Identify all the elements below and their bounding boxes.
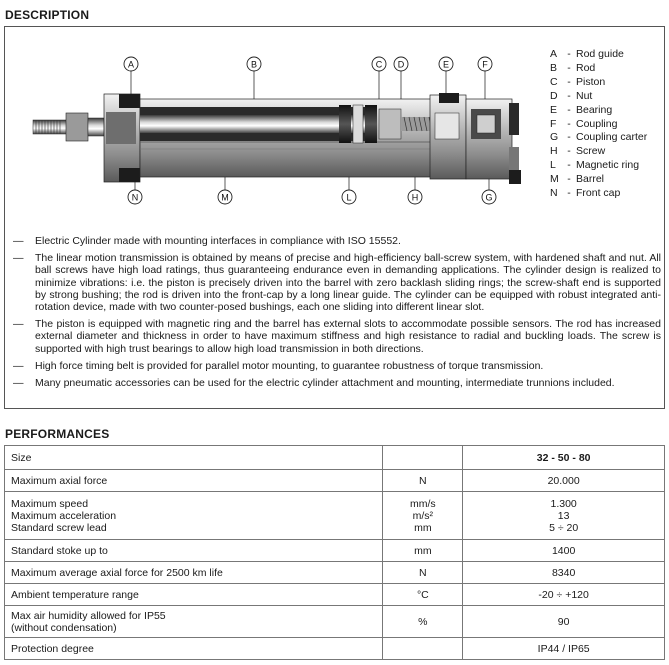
- param-cell: Maximum speed Maximum acceleration Standard screw lead: [5, 492, 383, 540]
- table-row: [5, 638, 665, 660]
- performances-title: PERFORMANCES: [5, 427, 110, 441]
- bullet-text: Electric Cylinder made with mounting interfaces in compliance with ISO 15552.: [35, 235, 401, 247]
- unit-cell: [383, 446, 463, 470]
- legend-key: F: [550, 117, 557, 130]
- legend-key: C: [550, 75, 558, 88]
- bullet-item: [13, 360, 661, 372]
- legend-key: N: [550, 187, 558, 200]
- cylinder-cutaway-figure: [9, 37, 539, 227]
- table-row: [5, 606, 665, 638]
- bullet-text: High force timing belt is provided for parallel motor mounting, to guarantee robustness of torque transmission.: [35, 359, 544, 372]
- value-cell: 1400: [463, 540, 665, 562]
- legend-item: A - Rod guide: [550, 48, 624, 60]
- callout-d: D: [397, 59, 405, 70]
- value-cell: 90: [463, 606, 665, 638]
- bullet-item: [13, 318, 661, 355]
- param-cell: Ambient temperature range: [5, 584, 383, 606]
- callout-c: C: [375, 59, 383, 70]
- legend-label: Bearing: [576, 103, 613, 116]
- legend-label: Front cap: [576, 187, 621, 200]
- description-bullets: [13, 235, 661, 394]
- legend-item: G - Coupling carter: [550, 131, 648, 144]
- unit-cell: %: [383, 606, 463, 638]
- legend-label: Magnetic ring: [576, 159, 640, 172]
- unit-cell: mm/s m/s² mm: [383, 492, 463, 540]
- value-cell: -20 ÷ +120: [463, 584, 665, 606]
- legend-key: A: [550, 48, 558, 60]
- param-cell: Max air humidity allowed for IP55 (without condensation): [5, 606, 383, 638]
- value-cell: 8340: [463, 562, 665, 584]
- legend-item: L - Magnetic ring: [550, 159, 640, 172]
- legend-item: H - Screw: [550, 145, 606, 158]
- description-box: [4, 26, 665, 409]
- legend-key: B: [550, 61, 558, 74]
- value-cell: 1.300 13 5 ÷ 20: [463, 492, 665, 540]
- legend-label: Coupling: [576, 117, 618, 130]
- bullet-dash: —: [13, 235, 24, 247]
- param-cell: Standard stoke up to: [5, 540, 383, 562]
- legend-item: M - Barrel: [550, 173, 605, 186]
- legend-key: D: [550, 89, 558, 102]
- legend-label: Piston: [576, 75, 606, 88]
- table-row: [5, 584, 665, 606]
- callout-b: B: [250, 59, 258, 70]
- legend-item: B - Rod: [550, 61, 596, 74]
- parts-legend: [550, 48, 647, 201]
- table-row: [5, 492, 665, 540]
- callout-g: G: [485, 192, 493, 203]
- table-row: [5, 562, 665, 584]
- legend-key: L: [550, 159, 556, 172]
- callout-m: M: [221, 192, 229, 203]
- table-row: [5, 540, 665, 562]
- callout-a: A: [127, 59, 135, 70]
- bullet-item: [13, 235, 661, 247]
- param-cell: Maximum axial force: [5, 470, 383, 492]
- unit-cell: °C: [383, 584, 463, 606]
- callout-f: F: [482, 59, 488, 70]
- legend-label: Rod: [576, 61, 596, 74]
- param-cell: Maximum average axial force for 2500 km life: [5, 562, 383, 584]
- legend-item: N - Front cap: [550, 187, 621, 200]
- legend-label: Screw: [576, 145, 606, 158]
- bullet-item: [13, 252, 661, 313]
- bullet-dash: —: [13, 252, 24, 265]
- value-cell: 20.000: [463, 470, 665, 492]
- callout-h: H: [411, 192, 419, 203]
- table-row: [5, 446, 665, 470]
- legend-key: G: [550, 131, 559, 144]
- legend-label: Nut: [576, 89, 593, 102]
- legend-label: Coupling carter: [576, 131, 648, 144]
- unit-cell: N: [383, 562, 463, 584]
- bullet-dash: —: [13, 359, 24, 372]
- bullet-text: Many pneumatic accessories can be used for the electric cylinder attachment and mounting, intermediate trunnions included.: [35, 377, 615, 390]
- callout-l: L: [346, 192, 352, 203]
- legend-key: M: [550, 173, 559, 186]
- performances-table: [4, 445, 665, 660]
- legend-key: H: [550, 145, 558, 158]
- param-cell: Size: [5, 446, 383, 470]
- legend-item: F - Coupling: [550, 117, 618, 130]
- table-row: [5, 470, 665, 492]
- unit-cell: mm: [383, 540, 463, 562]
- bullet-dash: —: [13, 318, 24, 331]
- legend-item: E - Bearing: [550, 103, 613, 116]
- bullet-text: The piston is equipped with magnetic ring and the barrel has external slots to accommodate possible sensors. The rod has increased external diameter and thickness in order to have maximum stiffness and high resistance to radial and buckling loads. The screw is supported with high trust bearings to allow high load transmission in both directions.: [35, 318, 661, 355]
- legend-label: Rod guide: [576, 48, 624, 60]
- unit-cell: [383, 638, 463, 660]
- callout-n: N: [131, 192, 139, 203]
- legend-key: E: [550, 103, 558, 116]
- value-cell: 32 - 50 - 80: [463, 446, 665, 470]
- description-title: DESCRIPTION: [5, 8, 90, 22]
- legend-item: C - Piston: [550, 75, 606, 88]
- bullet-item: [13, 377, 661, 389]
- value-cell: IP44 / IP65: [463, 638, 665, 660]
- bullet-text: The linear motion transmission is obtained by means of precise and high-efficiency ball-screw system, with hardened shaft and nut. All ball screws have high load ratings, thus guaranteeing endurance even in demanding applications. The cylinder design is realized to minimize vibrations: i.e. the piston is precisely driven into the barrel with zero backlash sliding rings; the screw-shaft end is supported by strong bushing; the rod is driven into the front-cap by a long linear guide. The cylinder can be equipped with robust integrated anti-rotation device, made with two counter-posed bushings, each one sliding into different linear slot.: [35, 252, 661, 314]
- callout-e: E: [442, 59, 450, 70]
- legend-item: D - Nut: [550, 89, 593, 102]
- param-cell: Protection degree: [5, 638, 383, 660]
- cylinder-drawing: [9, 37, 539, 227]
- unit-cell: N: [383, 470, 463, 492]
- bullet-dash: —: [13, 377, 24, 390]
- legend-label: Barrel: [576, 173, 605, 186]
